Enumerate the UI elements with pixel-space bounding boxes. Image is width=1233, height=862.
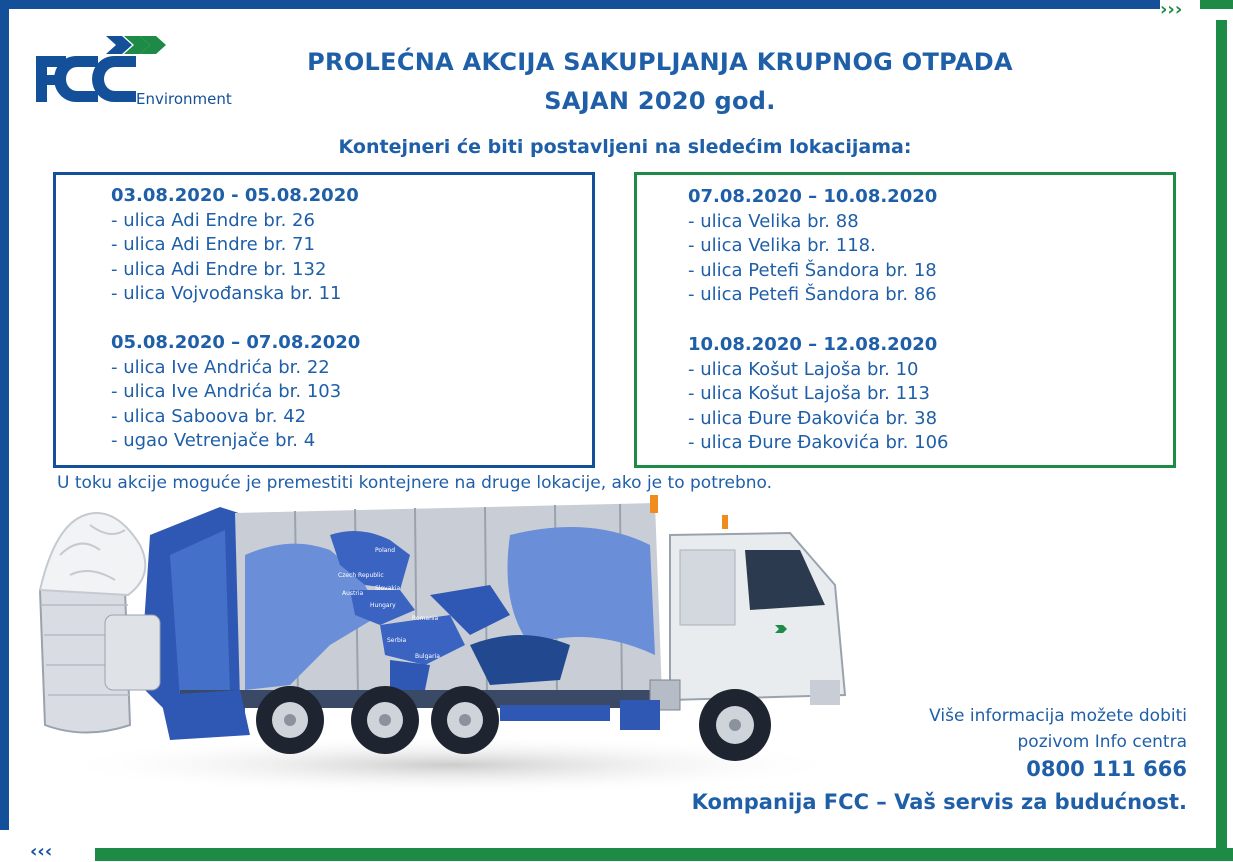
info-line: Više informacija možete dobiti: [929, 706, 1187, 726]
street-item: - ulica Košut Lajoša br. 10: [688, 358, 919, 380]
schedule-group: [111, 331, 360, 454]
relocation-note: U toku akcije moguće je premestiti kontejnere na druge lokacije, ako je to potrebno.: [57, 473, 773, 493]
street-item: - ulica Ive Andrića br. 103: [111, 381, 342, 403]
map-label: Poland: [375, 547, 396, 554]
map-label: Romania: [412, 615, 439, 622]
street-item: - ugao Vetrenjače br. 4: [111, 430, 316, 452]
garbage-truck-illustration: [30, 495, 890, 815]
street-item: - ulica Velika br. 88: [688, 210, 859, 232]
street-item: - ulica Đure Đakovića br. 38: [688, 407, 938, 429]
chevrons-bottom-icon: ‹‹‹: [30, 841, 53, 862]
map-label: Slovakia: [375, 585, 401, 592]
street-item: - ulica Ive Andrića br. 22: [111, 356, 330, 378]
map-label: Bulgaria: [415, 653, 440, 660]
map-label: Austria: [342, 590, 364, 597]
info-text: [929, 703, 1187, 755]
chevrons-top-icon: ›››: [1160, 0, 1183, 20]
company-slogan: Kompanija FCC – Vaš servis za budućnost.: [691, 790, 1187, 814]
frame-right-border: [1216, 20, 1227, 861]
street-item: - ulica Petefi Šandora br. 18: [688, 259, 937, 281]
schedule-group: [688, 333, 948, 456]
street-item: - ulica Adi Endre br. 26: [111, 209, 315, 231]
street-item: - ulica Adi Endre br. 132: [111, 258, 327, 280]
street-item: - ulica Saboova br. 42: [111, 405, 307, 427]
frame-top-border-green: [1200, 0, 1233, 9]
street-item: - ulica Velika br. 118.: [688, 235, 876, 257]
street-item: - ulica Vojvođanska br. 11: [111, 283, 342, 305]
street-item: - ulica Adi Endre br. 71: [111, 234, 315, 256]
page-subtitle: Kontejneri će biti postavljeni na sledećim lokacijama:: [338, 136, 912, 158]
schedule-date: 07.08.2020 – 10.08.2020: [688, 186, 938, 207]
street-item: - ulica Đure Đakovića br. 106: [688, 432, 949, 454]
page-title: PROLEĆNA AKCIJA SAKUPLJANJA KRUPNOG OTPADA: [307, 48, 1013, 76]
page-title-year: SAJAN 2020 god.: [544, 87, 776, 115]
schedule-date: 05.08.2020 – 07.08.2020: [111, 332, 361, 353]
info-line: pozivom Info centra: [1017, 732, 1187, 752]
logo-environment-text: Environment: [136, 90, 232, 108]
map-label: Serbia: [387, 637, 407, 644]
info-phone-number[interactable]: 0800 111 666: [1026, 757, 1187, 781]
map-label: Hungary: [370, 602, 396, 609]
map-label: Czech Republic: [338, 572, 384, 579]
schedule-date: 03.08.2020 - 05.08.2020: [111, 185, 359, 206]
frame-bottom-border: [95, 848, 1233, 861]
frame-left-border: [0, 0, 9, 830]
frame-top-border: [0, 0, 1160, 9]
schedule-group: [111, 184, 359, 307]
schedule-group: [688, 185, 937, 308]
schedule-date: 10.08.2020 – 12.08.2020: [688, 334, 938, 355]
street-item: - ulica Košut Lajoša br. 113: [688, 383, 930, 405]
street-item: - ulica Petefi Šandora br. 86: [688, 284, 937, 306]
